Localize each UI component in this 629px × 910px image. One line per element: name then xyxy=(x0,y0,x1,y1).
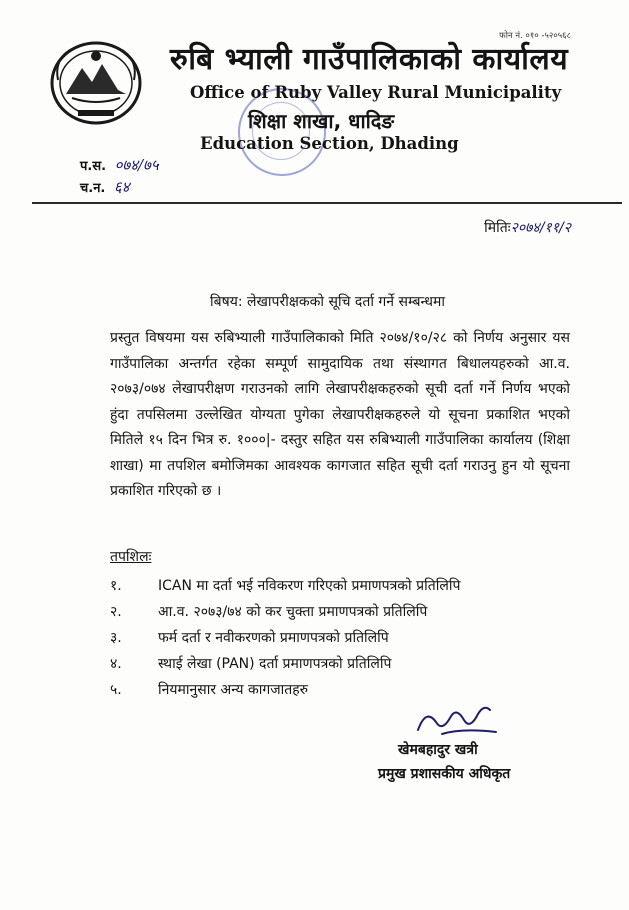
patra-label: प.स. xyxy=(80,159,107,174)
list-item xyxy=(110,624,580,650)
office-title-english: Office of Ruby Valley Rural Municipality xyxy=(190,83,562,102)
list-item-text: फर्म दर्ता र नवीकरणको प्रमाणपत्रको प्रतिलिपि xyxy=(158,629,389,646)
section-title-nepali: शिक्षा शाखा, धादिङ xyxy=(248,109,395,133)
list-item xyxy=(110,676,580,702)
list-item xyxy=(110,598,580,624)
phone-number: फोन नं. ०१० -५२०५६८ xyxy=(499,31,571,41)
section-title-english: Education Section, Dhading xyxy=(200,134,459,153)
patra-sankhya xyxy=(80,155,159,175)
date-label: मितिः xyxy=(484,220,511,236)
list-item-text: नियमानुसार अन्य कागजातहरु xyxy=(158,681,309,698)
patra-value: ०७४/७५ xyxy=(114,156,159,174)
date-value: २०७४/११/२ xyxy=(510,220,571,236)
handwritten-signature xyxy=(412,700,502,742)
signatory-name: खेमबहादुर खत्री xyxy=(398,742,478,758)
requirements-list xyxy=(110,572,580,702)
list-item-number: ५. xyxy=(110,681,122,698)
list-item-number: २. xyxy=(110,603,122,620)
letter-date xyxy=(484,218,571,237)
letter-subject: बिषय: लेखापरीक्षकको सूचि दर्ता गर्ने सम्बन्धमा xyxy=(209,294,445,310)
chalani-number xyxy=(80,177,130,197)
list-item-number: ४. xyxy=(110,655,122,672)
list-item-text: आ.व. २०७३/७४ को कर चुक्ता प्रमाणपत्रको प्रतिलिपि xyxy=(158,603,428,620)
list-item xyxy=(110,650,580,676)
list-title: तपशिलः xyxy=(110,549,152,565)
list-item-text: ICAN मा दर्ता भई नविकरण गरिएको प्रमाणपत्रको प्रतिलिपि xyxy=(158,577,461,594)
header-divider xyxy=(32,202,622,204)
list-item-number: १. xyxy=(110,577,122,594)
chalani-value: ६४ xyxy=(113,178,130,196)
chalani-label: च.न. xyxy=(80,181,106,196)
list-item-text: स्थाई लेखा (PAN) दर्ता प्रमाणपत्रको प्रतिलिपि xyxy=(158,655,392,672)
list-item-number: ३. xyxy=(110,629,122,646)
signatory-title: प्रमुख प्रशासकीय अधिकृत xyxy=(378,766,511,782)
letter-body: प्रस्तुत विषयमा यस रुबिभ्याली गाउँपालिकाको मिति २०७४/१०/२८ को निर्णय अनुसार यस गाउँपालिका अन्तर्गत रहेका सम्पूर्ण सामुदायिक तथा संस्थागत बिधालयहरुको आ.व. २०७३/०७४ लेखापरीक्षण गराउनको लागि लेखापरीक्षकहरुको सूची दर्ता गर्ने निर्णय भएको हुंदा तपसिलमा उल्लेखित योग्यता पुगेका लेखापरीक्षकहरुले यो सूचना प्रकाशित भएको मितिले १५ दिन भित्र रु. १०००|- दस्तुर सहित यस रुबिभ्याली गाउँपालिका कार्यालय (शिक्षा शाखा) मा तपशिल बमोजिमका आवश्यक कागजात सहित सूची दर्ता गराउनु हुन यो सूचना प्रकाशित गरिएको छ । xyxy=(110,330,570,499)
list-item xyxy=(110,572,580,598)
office-title-nepali: रुबि भ्याली गाउँपालिकाको कार्यालय xyxy=(169,42,569,77)
nepal-emblem-icon xyxy=(48,40,144,126)
